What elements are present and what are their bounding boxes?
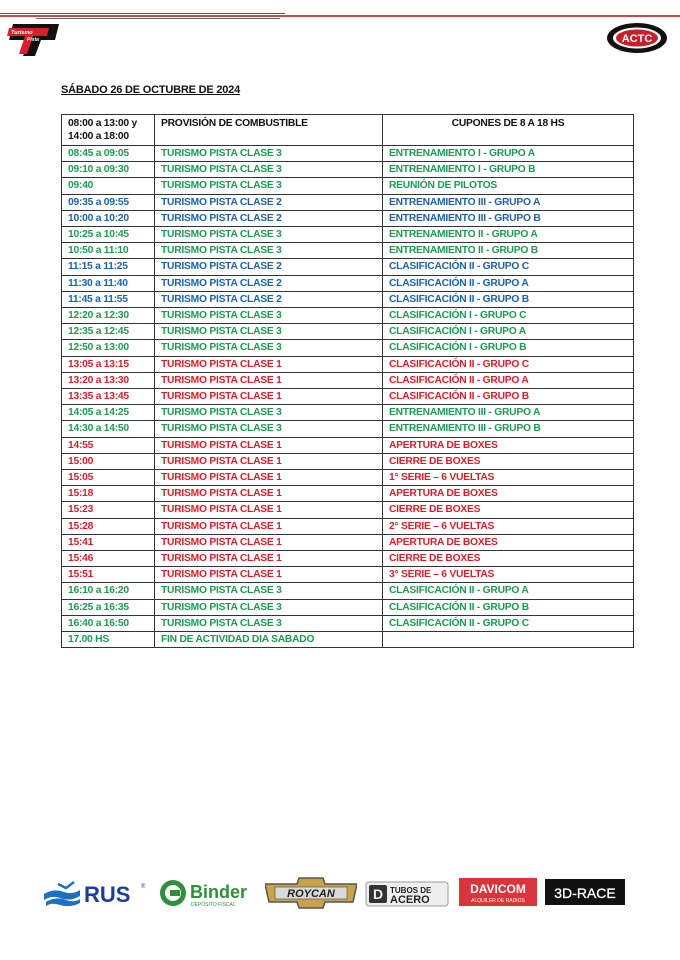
row-activity: 2° SERIE – 6 VUELTAS [383, 518, 634, 534]
row-category: TURISMO PISTA CLASE 3 [155, 615, 383, 631]
row-time: 14:55 [62, 437, 155, 453]
row-activity: CLASIFICACIÓN II - GRUPO B [383, 389, 634, 405]
row-category: TURISMO PISTA CLASE 1 [155, 567, 383, 583]
row-activity: ENTRENAMIENTO III - GRUPO A [383, 405, 634, 421]
row-category: TURISMO PISTA CLASE 1 [155, 534, 383, 550]
row-activity: REUNIÓN DE PILOTOS [383, 178, 634, 194]
row-activity: CLASIFICACIÓN I - GRUPO A [383, 324, 634, 340]
row-activity: ENTRENAMIENTO III - GRUPO B [383, 421, 634, 437]
svg-text:DAVICOM: DAVICOM [470, 882, 526, 896]
row-activity [383, 632, 634, 648]
svg-text:ACERO: ACERO [390, 894, 430, 906]
row-category: TURISMO PISTA CLASE 3 [155, 340, 383, 356]
svg-text:TUBOS DE: TUBOS DE [390, 886, 432, 895]
row-time: 16:10 a 16:20 [62, 583, 155, 599]
row-activity: ENTRENAMIENTO I - GRUPO B [383, 162, 634, 178]
row-time: 09:40 [62, 178, 155, 194]
table-row [62, 437, 634, 453]
row-activity: CIERRE DE BOXES [383, 453, 634, 469]
table-header-row [62, 115, 634, 146]
schedule-table [61, 114, 634, 648]
row-time: 15:23 [62, 502, 155, 518]
row-time: 15:18 [62, 486, 155, 502]
row-category: TURISMO PISTA CLASE 1 [155, 502, 383, 518]
row-category: TURISMO PISTA CLASE 3 [155, 146, 383, 162]
row-time: 16:40 a 16:50 [62, 615, 155, 631]
table-row [62, 227, 634, 243]
row-time: 15:51 [62, 567, 155, 583]
row-time: 15:05 [62, 470, 155, 486]
table-row [62, 632, 634, 648]
table-row [62, 405, 634, 421]
row-time: 11:30 a 11:40 [62, 275, 155, 291]
row-time: 15:00 [62, 453, 155, 469]
row-time: 14:30 a 14:50 [62, 421, 155, 437]
table-row [62, 308, 634, 324]
row-activity: CLASIFICACIÓN II - GRUPO B [383, 291, 634, 307]
table-row [62, 486, 634, 502]
table-row [62, 210, 634, 226]
header-rule [0, 13, 285, 14]
row-category: TURISMO PISTA CLASE 3 [155, 227, 383, 243]
row-activity: CLASIFICACIÓN II - GRUPO A [383, 372, 634, 388]
row-activity: ENTRENAMIENTO III - GRUPO B [383, 210, 634, 226]
row-category: TURISMO PISTA CLASE 2 [155, 275, 383, 291]
row-category: TURISMO PISTA CLASE 1 [155, 372, 383, 388]
svg-text:RUS: RUS [84, 882, 131, 907]
turismo-pista-logo [5, 22, 59, 56]
row-time: 16:25 a 16:35 [62, 599, 155, 615]
row-time: 10:25 a 10:45 [62, 227, 155, 243]
table-row [62, 340, 634, 356]
svg-text:3D-RACE: 3D-RACE [554, 885, 616, 901]
row-category: TURISMO PISTA CLASE 3 [155, 162, 383, 178]
table-row [62, 567, 634, 583]
tubos-de-acero-logo [365, 874, 449, 912]
row-time: 15:41 [62, 534, 155, 550]
row-time: 14:05 a 14:25 [62, 405, 155, 421]
row-time: 08:45 a 09:05 [62, 146, 155, 162]
binder-logo [158, 874, 258, 912]
row-category: TURISMO PISTA CLASE 1 [155, 470, 383, 486]
row-time: 15:46 [62, 551, 155, 567]
row-activity: CLASIFICACIÓN I - GRUPO B [383, 340, 634, 356]
svg-text:ALQUILER DE RADIOS: ALQUILER DE RADIOS [471, 898, 525, 904]
row-category: TURISMO PISTA CLASE 3 [155, 308, 383, 324]
row-category: TURISMO PISTA CLASE 3 [155, 324, 383, 340]
table-row [62, 194, 634, 210]
table-row [62, 356, 634, 372]
row-time: 09:35 a 09:55 [62, 194, 155, 210]
row-category: TURISMO PISTA CLASE 1 [155, 389, 383, 405]
row-activity: 3° SERIE – 6 VUELTAS [383, 567, 634, 583]
row-activity: CLASIFICACIÓN II - GRUPO A [383, 275, 634, 291]
svg-text:®: ® [141, 884, 146, 890]
row-activity: CLASIFICACIÓN II - GRUPO B [383, 599, 634, 615]
row-activity: ENTRENAMIENTO III - GRUPO A [383, 194, 634, 210]
row-category: FIN DE ACTIVIDAD DIA SABADO [155, 632, 383, 648]
row-time: 12:50 a 13:00 [62, 340, 155, 356]
svg-text:Turismo: Turismo [11, 30, 33, 36]
row-category: TURISMO PISTA CLASE 2 [155, 259, 383, 275]
row-category: TURISMO PISTA CLASE 3 [155, 178, 383, 194]
row-time: 13:20 a 13:30 [62, 372, 155, 388]
row-activity: APERTURA DE BOXES [383, 534, 634, 550]
row-category: TURISMO PISTA CLASE 2 [155, 194, 383, 210]
table-row [62, 389, 634, 405]
table-row [62, 275, 634, 291]
row-time: 12:35 a 12:45 [62, 324, 155, 340]
row-time: 09:10 a 09:30 [62, 162, 155, 178]
row-category: TURISMO PISTA CLASE 1 [155, 437, 383, 453]
roycan-logo [265, 874, 357, 912]
table-row [62, 453, 634, 469]
row-activity: CLASIFICACIÓN II - GRUPO C [383, 615, 634, 631]
sponsors-bar [40, 874, 630, 914]
table-row [62, 259, 634, 275]
row-activity: ENTRENAMIENTO II - GRUPO B [383, 243, 634, 259]
table-row [62, 518, 634, 534]
row-activity: ENTRENAMIENTO II - GRUPO A [383, 227, 634, 243]
row-category: TURISMO PISTA CLASE 3 [155, 583, 383, 599]
header-time: 08:00 a 13:00 y 14:00 a 18:00 [62, 115, 155, 146]
row-activity: APERTURA DE BOXES [383, 486, 634, 502]
row-category: TURISMO PISTA CLASE 1 [155, 453, 383, 469]
rus-logo [40, 874, 148, 912]
row-category: TURISMO PISTA CLASE 1 [155, 551, 383, 567]
table-row [62, 502, 634, 518]
table-row [62, 470, 634, 486]
row-time: 10:00 a 10:20 [62, 210, 155, 226]
row-category: TURISMO PISTA CLASE 3 [155, 405, 383, 421]
row-time: 13:05 a 13:15 [62, 356, 155, 372]
row-category: TURISMO PISTA CLASE 1 [155, 518, 383, 534]
row-category: TURISMO PISTA CLASE 3 [155, 599, 383, 615]
row-activity: CLASIFICACIÓN I - GRUPO C [383, 308, 634, 324]
page-title: SÁBADO 26 DE OCTUBRE DE 2024 [61, 84, 241, 96]
row-time: 10:50 a 11:10 [62, 243, 155, 259]
table-row [62, 551, 634, 567]
row-activity: CIERRE DE BOXES [383, 502, 634, 518]
row-activity: CLASIFICACIÓN II - GRUPO A [383, 583, 634, 599]
davicom-logo [459, 874, 537, 912]
table-row [62, 372, 634, 388]
table-row [62, 162, 634, 178]
row-time: 12:20 a 12:30 [62, 308, 155, 324]
table-row [62, 146, 634, 162]
svg-text:Binder: Binder [190, 882, 248, 902]
table-row [62, 615, 634, 631]
row-activity: CLASIFICACIÓN II - GRUPO C [383, 356, 634, 372]
row-activity: 1° SERIE – 6 VUELTAS [383, 470, 634, 486]
3d-race-logo [545, 874, 625, 912]
row-activity: CLASIFICACIÓN II - GRUPO C [383, 259, 634, 275]
row-activity: APERTURA DE BOXES [383, 437, 634, 453]
svg-text:DEPÓSITO FISCAL: DEPÓSITO FISCAL [191, 902, 236, 908]
table-row [62, 291, 634, 307]
header-activity: CUPONES DE 8 A 18 HS [383, 115, 634, 146]
row-time: 13:35 a 13:45 [62, 389, 155, 405]
svg-text:ACTC: ACTC [621, 33, 653, 45]
table-row [62, 421, 634, 437]
actc-logo [606, 22, 668, 54]
header-rule [0, 15, 680, 17]
svg-text:Pista: Pista [27, 37, 39, 43]
row-category: TURISMO PISTA CLASE 3 [155, 243, 383, 259]
row-time: 15:28 [62, 518, 155, 534]
table-row [62, 243, 634, 259]
row-activity: ENTRENAMIENTO I - GRUPO A [383, 146, 634, 162]
row-category: TURISMO PISTA CLASE 1 [155, 486, 383, 502]
row-time: 17.00 HS [62, 632, 155, 648]
table-row [62, 599, 634, 615]
header-category: PROVISIÓN DE COMBUSTIBLE [155, 115, 383, 146]
table-row [62, 178, 634, 194]
svg-text:ROYCAN: ROYCAN [287, 888, 335, 900]
row-category: TURISMO PISTA CLASE 2 [155, 291, 383, 307]
row-activity: CIERRE DE BOXES [383, 551, 634, 567]
table-row [62, 534, 634, 550]
row-time: 11:15 a 11:25 [62, 259, 155, 275]
row-category: TURISMO PISTA CLASE 2 [155, 210, 383, 226]
row-time: 11:45 a 11:55 [62, 291, 155, 307]
svg-text:D: D [372, 886, 384, 902]
row-category: TURISMO PISTA CLASE 1 [155, 356, 383, 372]
table-row [62, 583, 634, 599]
table-row [62, 324, 634, 340]
row-category: TURISMO PISTA CLASE 3 [155, 421, 383, 437]
header-rule [36, 18, 280, 19]
